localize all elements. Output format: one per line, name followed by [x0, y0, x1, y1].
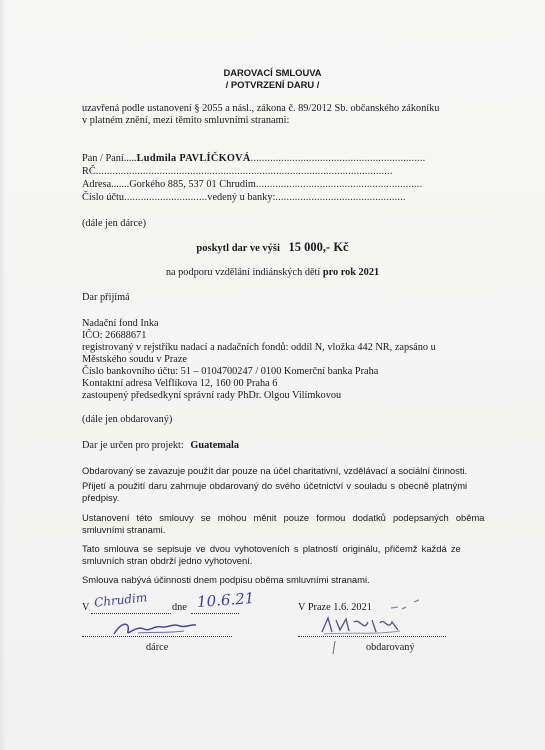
clause-1: Obdarovaný se zavazuje použít dar pouze na účel charitativní, vzdělávací a sociální činnosti. [82, 465, 468, 476]
gift-purpose: na podporu vzdělání indiánských dětí [165, 267, 321, 278]
recipient-representative: zastoupený předsedkyní správní rady PhDr. Olgou Vilímkovou [82, 390, 342, 401]
donor-rc-dots: ........................................................................................................... [95, 166, 393, 177]
recipient-intro: Dar přijímá [82, 292, 130, 303]
clause-2-line-2: předpisy. [82, 492, 120, 503]
recipient-contact: Kontaktní adresa Velflíkova 12, 160 00 Praha 6 [82, 378, 278, 389]
clause-4-line-1: Tato smlouva se sepisuje ve dvou vyhotoveních s platností originálu, přičemž každá ze [82, 543, 461, 554]
recipient-signature-mark [330, 640, 338, 661]
project-value: Guatemala [190, 440, 239, 451]
gift-purpose-row [0, 267, 545, 279]
left-place-handwritten: Chrudim [93, 590, 148, 610]
donor-role: dárce [146, 642, 169, 653]
recipient-signature-line [298, 636, 446, 637]
right-place-date: V Praze 1.6. 2021 [298, 602, 372, 613]
donor-name-label: Pan / Paní..... [82, 153, 137, 164]
donor-address-row [82, 179, 422, 191]
project-row [82, 440, 239, 452]
donor-rc-row [82, 166, 393, 178]
donor-bank-label: vedený u banky: [207, 192, 276, 203]
recipient-ico: IČO: 26688671 [82, 330, 147, 341]
donor-name-row [82, 153, 425, 165]
recipient-registry-1: registrovaný v rejstříku nadací a nadačních fondů: oddíl N, vložka 442 NR, zapsáno u [82, 342, 436, 353]
clause-5: Smlouva nabývá účinnosti dnem podpisu oběma smluvními stranami. [82, 574, 370, 585]
donor-account-label: Číslo účtu [82, 192, 125, 203]
clause-2-line-1: Přijetí a použití daru zahrnuje obdarovaný do svého účetnictví v souladu s obecně platnými [82, 480, 468, 491]
left-place-v: V [82, 602, 90, 613]
document-title: DAROVACÍ SMLOUVA [223, 67, 322, 78]
donor-bank-dots: ............................................... [275, 192, 406, 203]
left-date-line [191, 613, 239, 614]
gift-prefix: poskytl dar ve výši [196, 243, 280, 254]
recipient-registry-2: Městského soudu v Praze [82, 354, 187, 365]
recipient-alias: (dále jen obdarovaný) [82, 414, 173, 425]
recipient-signature-icon [318, 614, 406, 643]
donor-address-value: Gorkého 885, 537 01 Chrudim [129, 179, 256, 190]
document-subtitle: / POTVRZENÍ DARU / [225, 79, 320, 90]
left-date-dne: dne [172, 602, 187, 613]
donor-account-row [82, 192, 406, 204]
gift-year: pro rok 2021 [322, 267, 380, 278]
gift-row [0, 241, 545, 255]
left-date-handwritten: 10.6.21 [196, 589, 255, 611]
scan-shadow [0, 0, 6, 750]
clause-3-line-1: Ustanovení této smlouvy se mohou měnit pouze formou dodatků podepsaných oběma [82, 512, 485, 523]
donor-rc-label: RČ [82, 166, 96, 177]
recipient-name: Nadační fond Inka [82, 318, 159, 329]
donor-signature-icon [110, 617, 200, 644]
donor-signature-line [82, 636, 232, 637]
left-place-line [91, 613, 171, 614]
donor-name-dots: ............................................................... [250, 153, 426, 164]
gift-amount: 15 000,- Kč [288, 240, 349, 254]
intro-line-1: uzavřená podle ustanovení § 2055 a násl., zákona č. 89/2012 Sb. občanského zákoníku [82, 103, 440, 114]
donor-address-label: Adresa....... [82, 179, 130, 190]
donor-name-value: Ludmila PAVLÍČKOVÁ [136, 153, 251, 164]
clause-4-line-2: smluvních stran obdrží jedno vyhotovení. [82, 555, 253, 566]
recipient-account: Číslo bankovního účtu: 51 – 0104700247 / 0100 Komerční banka Praha [82, 366, 379, 377]
project-label: Dar je určen pro projekt: [82, 440, 184, 451]
recipient-role: obdarovaný [366, 642, 415, 653]
donor-account-dots: .............................. [124, 192, 208, 203]
intro-line-2: v platném znění, mezi těmito smluvními stranami: [82, 115, 290, 126]
donor-address-dots: ............................................................ [255, 179, 423, 190]
donor-alias: (dále jen dárce) [82, 218, 147, 229]
clause-3-line-2: smluvními stranami. [82, 524, 166, 535]
